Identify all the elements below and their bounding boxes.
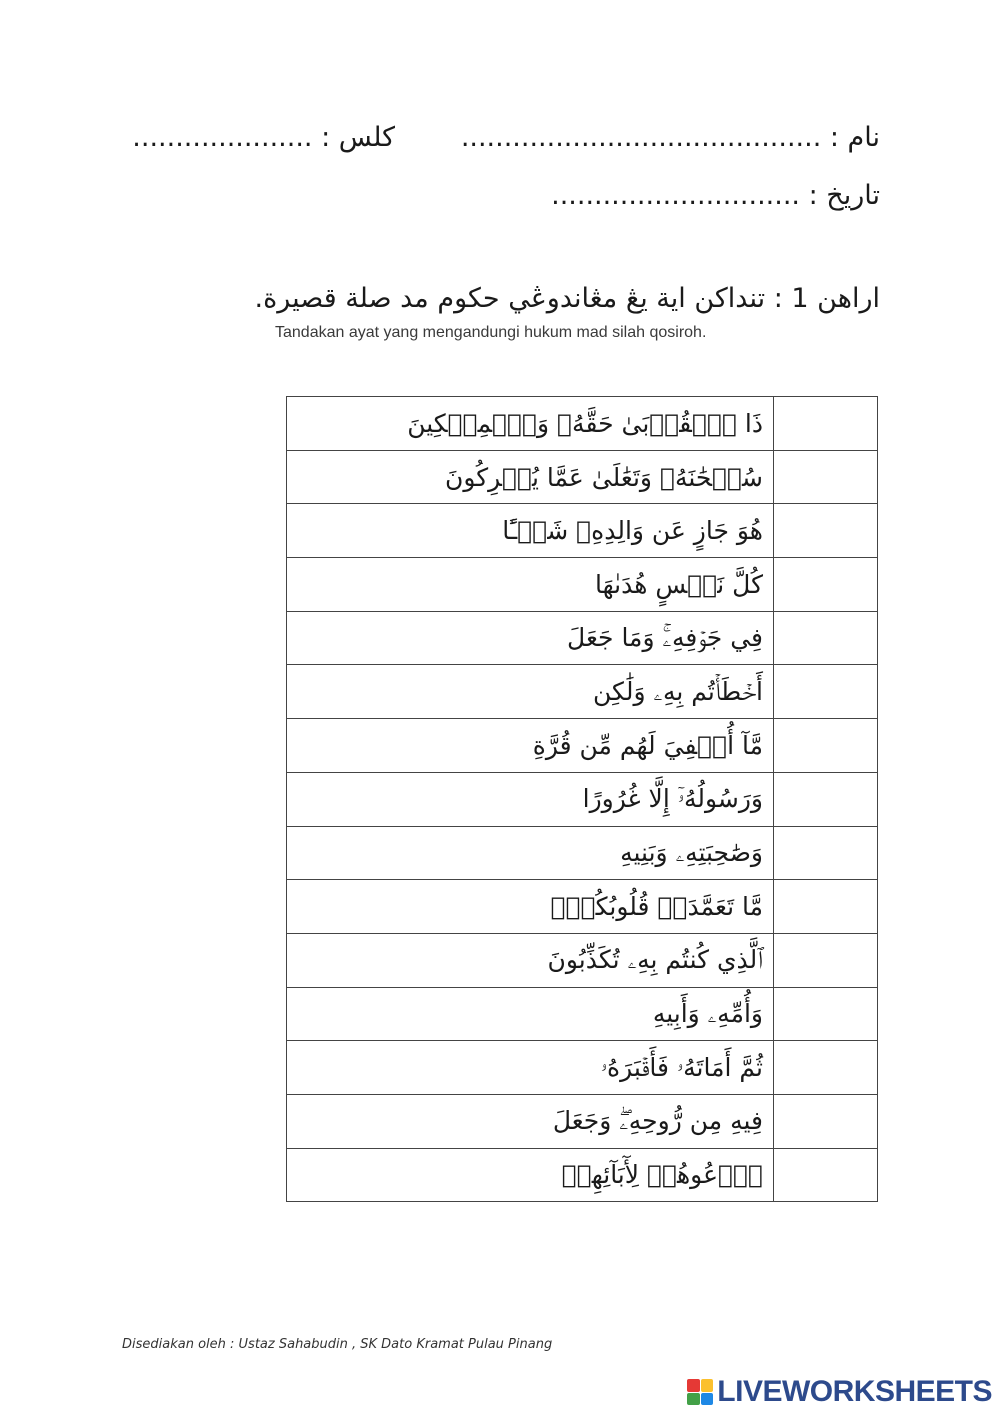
table-row — [287, 611, 878, 665]
answer-checkbox[interactable] — [774, 933, 878, 987]
footer-credit: Disediakan oleh : Ustaz Sahabudin , SK Dato Kramat Pulau Pinang — [122, 1337, 553, 1352]
table-row — [287, 987, 878, 1041]
ayah-text: وَرَسُولُهُۥٓ إِلَّا غُرُورًا — [287, 772, 774, 826]
answer-checkbox[interactable] — [774, 1041, 878, 1095]
table-row — [287, 665, 878, 719]
brand-name: LIVEWORKSHEETS — [717, 1375, 992, 1408]
ayah-text: سُبۡحَٰنَهُۥ وَتَعَٰلَىٰ عَمَّا يُشۡرِكُونَ — [287, 450, 774, 504]
ayah-text: ٱدۡعُوهُمۡ لِأٓبَآئِهِمۡ — [287, 1148, 774, 1202]
table-row — [287, 933, 878, 987]
instruction-malay: Tandakan ayat yang mengandungi hukum mad silah qosiroh. — [275, 324, 707, 341]
ayah-text: أَخۡطَأۡتُم بِهِۦ وَلَٰكِن — [287, 665, 774, 719]
table-row — [287, 1148, 878, 1202]
answer-checkbox[interactable] — [774, 1094, 878, 1148]
answer-checkbox[interactable] — [774, 772, 878, 826]
ayat-table — [286, 396, 878, 1202]
ayah-text: كُلَّ نَفۡسٍ هُدَىٰهَا — [287, 558, 774, 612]
table-row — [287, 558, 878, 612]
answer-checkbox[interactable] — [774, 397, 878, 451]
answer-checkbox[interactable] — [774, 826, 878, 880]
answer-checkbox[interactable] — [774, 504, 878, 558]
answer-checkbox[interactable] — [774, 611, 878, 665]
name-field[interactable]: نام : .......................................... — [460, 122, 880, 153]
ayah-text: مَّا تَعَمَّدَتۡ قُلُوبُكُمۡۚ — [287, 880, 774, 934]
ayah-text: هُوَ جَازٍ عَن وَالِدِهِۦ شَيۡـًٔا — [287, 504, 774, 558]
ayah-text: فِيهِ مِن رُّوحِهِۦۖ وَجَعَلَ — [287, 1094, 774, 1148]
answer-checkbox[interactable] — [774, 665, 878, 719]
ayah-text: فِي جَوۡفِهِۦۚ وَمَا جَعَلَ — [287, 611, 774, 665]
ayah-text: وَأُمِّهِۦ وَأَبِيهِ — [287, 987, 774, 1041]
logo-square-red — [687, 1379, 700, 1392]
table-row — [287, 719, 878, 773]
class-field[interactable]: كلس : ..................... — [132, 122, 395, 153]
ayah-text: ذَا ٱلۡقُرۡبَىٰ حَقَّهُۥ وَٱلۡمِسۡكِينَ — [287, 397, 774, 451]
instruction-jawi: اراهن 1 : تنداكن اية يڠ مڠاندوڠي حكوم مد صلة قصيرة. — [254, 283, 880, 314]
table-row — [287, 397, 878, 451]
date-field[interactable]: تاريخ : ............................. — [551, 180, 880, 211]
logo-square-green — [687, 1393, 700, 1406]
table-row — [287, 826, 878, 880]
logo-square-yellow — [701, 1379, 714, 1392]
answer-checkbox[interactable] — [774, 450, 878, 504]
answer-checkbox[interactable] — [774, 880, 878, 934]
table-row — [287, 450, 878, 504]
liveworksheets-logo-icon — [687, 1379, 713, 1405]
answer-checkbox[interactable] — [774, 558, 878, 612]
logo-square-blue — [701, 1393, 714, 1406]
ayah-text: ثُمَّ أَمَاتَهُۥ فَأَقۡبَرَهُۥ — [287, 1041, 774, 1095]
answer-checkbox[interactable] — [774, 719, 878, 773]
table-row — [287, 880, 878, 934]
ayah-text: ٱلَّذِي كُنتُم بِهِۦ تُكَذِّبُونَ — [287, 933, 774, 987]
table-row — [287, 772, 878, 826]
table-row — [287, 1094, 878, 1148]
ayah-text: وَصَٰحِبَتِهِۦ وَبَنِيهِ — [287, 826, 774, 880]
ayah-text: مَّآ أُخۡفِيَ لَهُم مِّن قُرَّةِ — [287, 719, 774, 773]
table-row — [287, 1041, 878, 1095]
answer-checkbox[interactable] — [774, 987, 878, 1041]
answer-checkbox[interactable] — [774, 1148, 878, 1202]
table-row — [287, 504, 878, 558]
brand — [687, 1375, 992, 1409]
